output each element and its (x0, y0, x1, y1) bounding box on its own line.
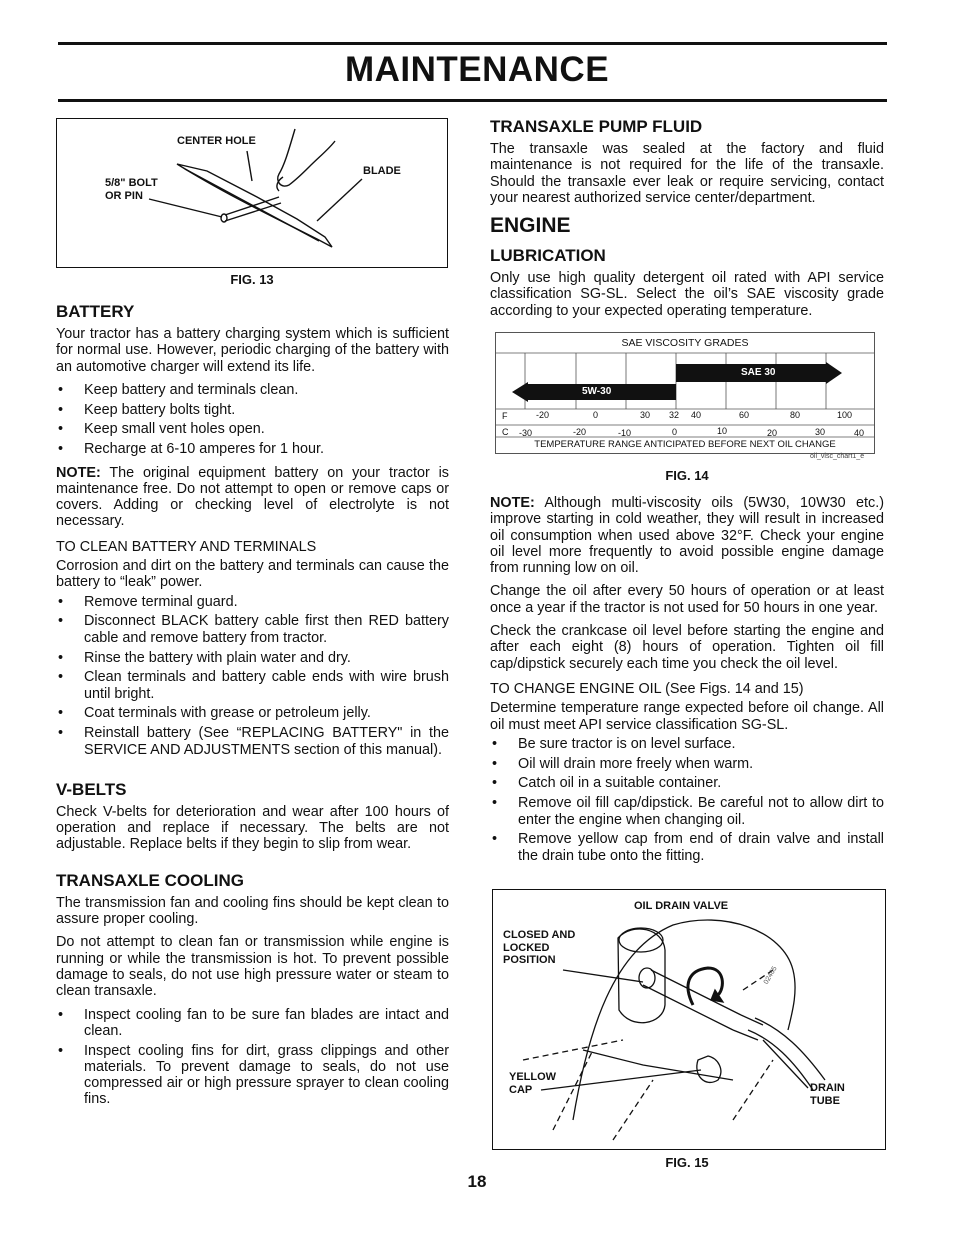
viscosity-chart (495, 332, 875, 454)
c-scale-label: C (502, 427, 509, 437)
closed-locked-line1: CLOSED AND (503, 929, 576, 941)
oil-check-text: Check the crankcase oil level before starting the engine and after each eight (8) hours of operation. Tighten oil fill cap/dipstick securely each time you check the oil level. (490, 623, 884, 672)
f-tick: 100 (837, 410, 853, 420)
c-tick: 40 (854, 428, 865, 438)
note-label: NOTE: (490, 495, 535, 511)
transaxle-pump-text: The transaxle was sealed at the factory and fluid maintenance is not required for the life of the transaxle. Should the transaxle ever leak or require servicing, contact your nearest authorized service center/department. (490, 141, 884, 206)
header-rule-bottom (58, 99, 887, 102)
list-item: • Keep small vent holes open. (56, 421, 449, 437)
list-item: • Recharge at 6-10 amperes for 1 hour. (56, 441, 449, 457)
lubrication-text: Only use high quality detergent oil rated with API service classification SG-SL. Select the oil’s SAE viscosity grade according to your expected operating temperature. (490, 270, 884, 319)
chart-title: SAE VISCOSITY GRADES (621, 337, 749, 349)
center-hole-label: CENTER HOLE (177, 135, 256, 147)
oil-change-interval: Change the oil after every 50 hours of operation or at least once a year if the tractor is not used for 50 hours in one year. (490, 583, 884, 616)
yellow-cap-line1: YELLOW (509, 1071, 557, 1083)
f-scale-label: F (502, 411, 508, 421)
bolt-label (105, 177, 158, 202)
f-tick: 30 (640, 410, 651, 420)
drain-tube-label (810, 1082, 845, 1107)
list-item: • Remove oil fill cap/dipstick. Be careful not to allow dirt to enter the engine when changing oil. (490, 795, 884, 828)
fig13-illustration (56, 118, 448, 268)
list-item: • Oil will drain more freely when warm. (490, 756, 884, 772)
list-item: • Inspect cooling fan to be sure fan blades are intact and clean. (56, 1007, 449, 1040)
change-oil-heading: TO CHANGE ENGINE OIL (See Figs. 14 and 15) (490, 680, 804, 697)
list-item: • Rinse the battery with plain water and dry. (56, 650, 449, 666)
engine-heading: ENGINE (490, 214, 571, 238)
bolt-label-line1: 5/8" BOLT (105, 177, 158, 189)
fig15-illustration (492, 889, 886, 1150)
lubrication-heading: LUBRICATION (490, 246, 606, 266)
battery-note (56, 465, 449, 530)
fig13-caption: FIG. 13 (230, 272, 274, 287)
c-tick: -30 (519, 428, 533, 438)
list-item: • Clean terminals and battery cable ends with wire brush until bright. (56, 669, 449, 702)
list-item: • Reinstall battery (See “REPLACING BATTERY" in the SERVICE AND ADJUSTMENTS section of this manual). (56, 725, 449, 758)
battery-intro: Your tractor has a battery charging system which is sufficient for normal use. However, periodic charging of the battery with an automotive charger will extend its life. (56, 326, 449, 375)
transaxle-cooling-heading: TRANSAXLE COOLING (56, 870, 244, 890)
oil-drain-valve-label: OIL DRAIN VALVE (634, 900, 729, 912)
right-column-bottom (490, 495, 884, 871)
clean-intro: Corrosion and dirt on the battery and terminals can cause the battery to “leak” power. (56, 558, 449, 591)
list-item: • Keep battery and terminals clean. (56, 382, 449, 398)
vbelts-heading: V-BELTS (56, 779, 127, 799)
f-tick: 0 (593, 410, 599, 420)
fig15-caption: FIG. 15 (665, 1155, 709, 1170)
list-item: • Be sure tractor is on level surface. (490, 736, 884, 752)
c-tick: 30 (815, 427, 826, 437)
vbelts-text: Check V-belts for deterioration and wear after 100 hours of operation and replace if necessary. The belts are not adjustable. Replace belts if they begin to slip from wear. (56, 803, 449, 853)
drain-tube-line1: DRAIN (810, 1082, 845, 1094)
closed-locked-line2: LOCKED (503, 941, 550, 954)
change-oil-bullets (490, 736, 884, 864)
chart-code: oil_visc_chart1_e (810, 453, 865, 460)
c-tick: 20 (767, 428, 778, 438)
c-tick: 0 (672, 427, 678, 437)
clean-bullets (56, 594, 449, 758)
c-tick: -20 (573, 427, 587, 437)
closed-locked-line3: POSITION (503, 954, 556, 966)
list-item: • Disconnect BLACK battery cable first then RED battery cable and remove battery from tractor. (56, 613, 449, 646)
grade-label-sae30: SAE 30 (741, 367, 776, 378)
note-text: Although multi-viscosity oils (5W30, 10W30 etc.) improve starting in cold weather, they will result in increased oil consumption when used above 32°F. Check your engine oil level more frequently to avoid possible engine damage from running low on oil. (490, 495, 884, 577)
closed-locked-label (503, 929, 575, 967)
c-tick: -10 (618, 428, 632, 438)
list-item: • Remove terminal guard. (56, 594, 449, 610)
right-column-top (490, 117, 884, 326)
note-label: NOTE: (56, 464, 101, 481)
note-text: The original equipment battery on your tractor is maintenance free. Do not attempt to open or remove caps or covers. Adding or checking level of electrolyte is not necessary. (56, 464, 449, 530)
header-rule-top (58, 42, 887, 45)
change-oil-intro: Determine temperature range expected before oil change. All oil must meet API service classification SG-SL. (490, 700, 884, 733)
cooling-p2: Do not attempt to clean fan or transmission while engine is running or while the transmission is hot. To prevent possible damage to seals, do not use high pressure water or steam to clean transaxle. (56, 934, 449, 1000)
engine-note (490, 495, 884, 576)
transaxle-pump-heading: TRANSAXLE PUMP FLUID (490, 117, 703, 136)
chart-footer: TEMPERATURE RANGE ANTICIPATED BEFORE NEXT OIL CHANGE (534, 439, 836, 450)
f-tick: 80 (790, 410, 801, 420)
c-tick: 10 (717, 426, 728, 436)
f-tick: 32 (669, 410, 680, 420)
drawing-code: 02465 (762, 965, 779, 986)
list-item: • Keep battery bolts tight. (56, 402, 449, 418)
f-tick: -20 (536, 410, 550, 420)
bolt-label-line2: OR PIN (105, 189, 143, 202)
battery-bullets (56, 382, 449, 458)
list-item: • Remove yellow cap from end of drain valve and install the drain tube onto the fitting. (490, 831, 884, 864)
page-title: MAINTENANCE (344, 50, 610, 89)
list-item: • Inspect cooling fins for dirt, grass clippings and other materials. To prevent damage to seals, do not use compressed air or high pressure sprayer to clean cooling fins. (56, 1043, 449, 1108)
page-number: 18 (467, 1172, 487, 1191)
clean-heading: TO CLEAN BATTERY AND TERMINALS (56, 538, 317, 555)
f-tick: 60 (739, 410, 750, 420)
blade-label: BLADE (363, 165, 401, 177)
list-item: • Catch oil in a suitable container. (490, 775, 884, 791)
list-item: • Coat terminals with grease or petroleum jelly. (56, 705, 449, 721)
yellow-cap-line2: CAP (509, 1083, 533, 1096)
cooling-bullets (56, 1007, 449, 1108)
f-tick: 40 (691, 410, 702, 420)
drain-tube-line2: TUBE (810, 1094, 840, 1107)
battery-heading: BATTERY (56, 302, 135, 321)
left-column (56, 302, 449, 1115)
grade-label-5w30: 5W-30 (582, 386, 612, 397)
yellow-cap-label (509, 1071, 556, 1096)
fig14-caption: FIG. 14 (665, 468, 709, 483)
cooling-p1: The transmission fan and cooling fins should be kept clean to assure proper cooling. (56, 894, 449, 928)
